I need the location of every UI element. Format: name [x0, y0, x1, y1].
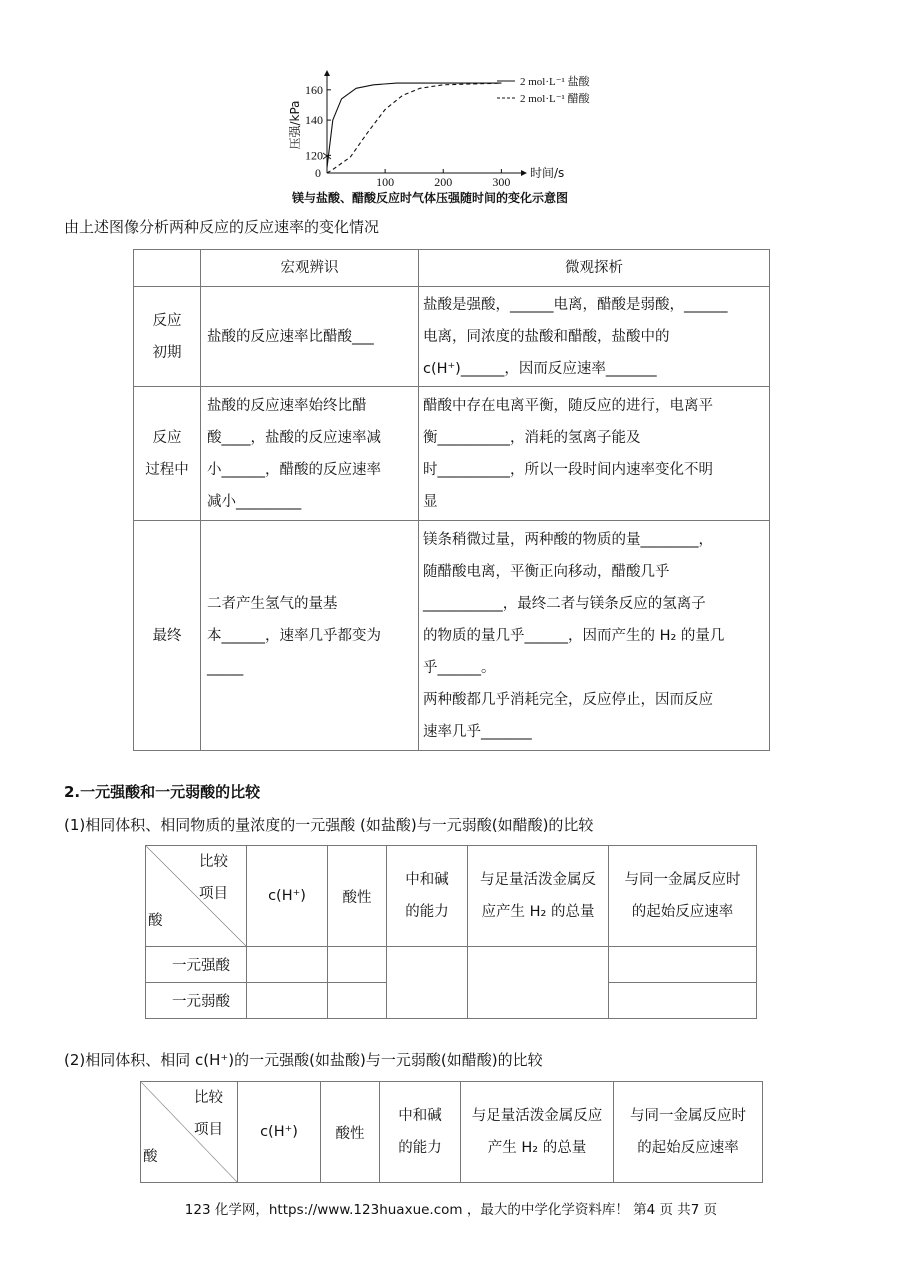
y-tick-label: 160 — [305, 82, 323, 97]
corner-cell — [134, 250, 201, 287]
header-macro: 宏观辨识 — [201, 250, 419, 287]
micro-initial: 盐酸是强酸，______电离，醋酸是弱酸，______ 电离，同浓度的盐酸和醋酸，盐酸中的 c(H⁺)______，因而反应速率_______ — [419, 287, 770, 387]
cell-blank — [468, 947, 609, 1019]
reaction-rate-table — [133, 249, 770, 751]
row-strong-acid: 一元强酸 — [146, 947, 247, 983]
series-line-acetic — [327, 83, 501, 173]
comparison-table-same-concentration — [145, 845, 757, 1019]
y-tick-label: 140 — [305, 113, 323, 128]
diagonal-header-cell: 比较 项目 酸 — [146, 846, 247, 947]
legend-label: 2 mol·L⁻¹ 盐酸 — [520, 76, 590, 88]
header-c-h: c(H⁺) — [247, 846, 328, 947]
series-line-hydrochloric — [327, 83, 501, 168]
pressure-time-chart — [285, 70, 625, 210]
legend-label: 2 mol·L⁻¹ 醋酸 — [520, 93, 590, 105]
row-label-final: 最终 — [134, 521, 201, 751]
y-tick-label: 120 — [305, 148, 323, 163]
diagonal-header-cell: 比较 项目 酸 — [141, 1082, 238, 1183]
intro-text: 由上述图像分析两种反应的反应速率的变化情况 — [64, 218, 380, 236]
header-initial-rate: 与同一金属反应时 的起始反应速率 — [614, 1082, 763, 1183]
header-h2-total: 与足量活泼金属反 应产生 H₂ 的总量 — [468, 846, 609, 947]
x-axis-arrow — [521, 170, 527, 176]
subsection-2-title: (2)相同体积、相同 c(H⁺)的一元强酸(如盐酸)与一元弱酸(如醋酸)的比较 — [64, 1051, 543, 1069]
header-acidity: 酸性 — [328, 846, 387, 947]
x-axis-label: 时间/s — [530, 166, 565, 180]
y-axis-label: 压强/kPa — [288, 100, 302, 150]
header-initial-rate: 与同一金属反应时 的起始反应速率 — [609, 846, 757, 947]
micro-final: 镁条稍微过量，两种酸的物质的量________， 随醋酸电离，平衡正向移动，醋酸几乎 ___________，最终二者与镁条反应的氢离子 的物质的量几乎______，因而产生的 H₂ 的量几 乎______。 两种酸都几乎消耗完全，反应停止，因而反应 速率几乎_______ — [419, 521, 770, 751]
macro-process: 盐酸的反应速率始终比醋 酸____，盐酸的反应速率减 小______，醋酸的反应速率 减小_________ — [201, 387, 419, 521]
row-label-process: 反应 过程中 — [134, 387, 201, 521]
page-footer: 123 化学网，https://www.123huaxue.com ，最大的中学化学资料库！ 第4 页 共7 页 — [184, 1202, 718, 1218]
y-axis-arrow — [324, 70, 330, 76]
cell-blank — [328, 983, 387, 1019]
subsection-1-title: (1)相同体积、相同物质的量浓度的一元强酸 (如盐酸)与一元弱酸(如醋酸)的比较 — [64, 816, 594, 834]
cell-blank — [247, 947, 328, 983]
chart-title: 镁与盐酸、醋酸反应时气体压强随时间的变化示意图 — [291, 191, 569, 205]
row-label-initial: 反应 初期 — [134, 287, 201, 387]
comparison-table-same-ch — [140, 1081, 763, 1183]
header-neutralize: 中和碱 的能力 — [387, 846, 468, 947]
cell-blank — [609, 983, 757, 1019]
header-micro: 微观探析 — [419, 250, 770, 287]
x-tick-label: 300 — [492, 175, 511, 189]
header-neutralize: 中和碱 的能力 — [380, 1082, 461, 1183]
macro-initial: 盐酸的反应速率比醋酸___ — [201, 287, 419, 387]
header-c-h: c(H⁺) — [238, 1082, 321, 1183]
cell-blank — [328, 947, 387, 983]
micro-process: 醋酸中存在电离平衡，随反应的进行，电离平 衡__________，消耗的氢离子能及 时__________，所以一段时间内速率变化不明 显 — [419, 387, 770, 521]
row-weak-acid: 一元弱酸 — [146, 983, 247, 1019]
cell-blank — [247, 983, 328, 1019]
header-acidity: 酸性 — [321, 1082, 380, 1183]
cell-blank — [609, 947, 757, 983]
macro-final: 二者产生氢气的量基 本______，速率几乎都变为 _____ — [201, 521, 419, 751]
x-tick-label: 200 — [434, 175, 453, 189]
y-tick-label: 0 — [315, 166, 321, 180]
cell-blank — [387, 947, 468, 1019]
x-tick-label: 100 — [376, 175, 395, 189]
section-2-title: 2.一元强酸和一元弱酸的比较 — [64, 783, 261, 801]
header-h2-total: 与足量活泼金属反应 产生 H₂ 的总量 — [461, 1082, 614, 1183]
